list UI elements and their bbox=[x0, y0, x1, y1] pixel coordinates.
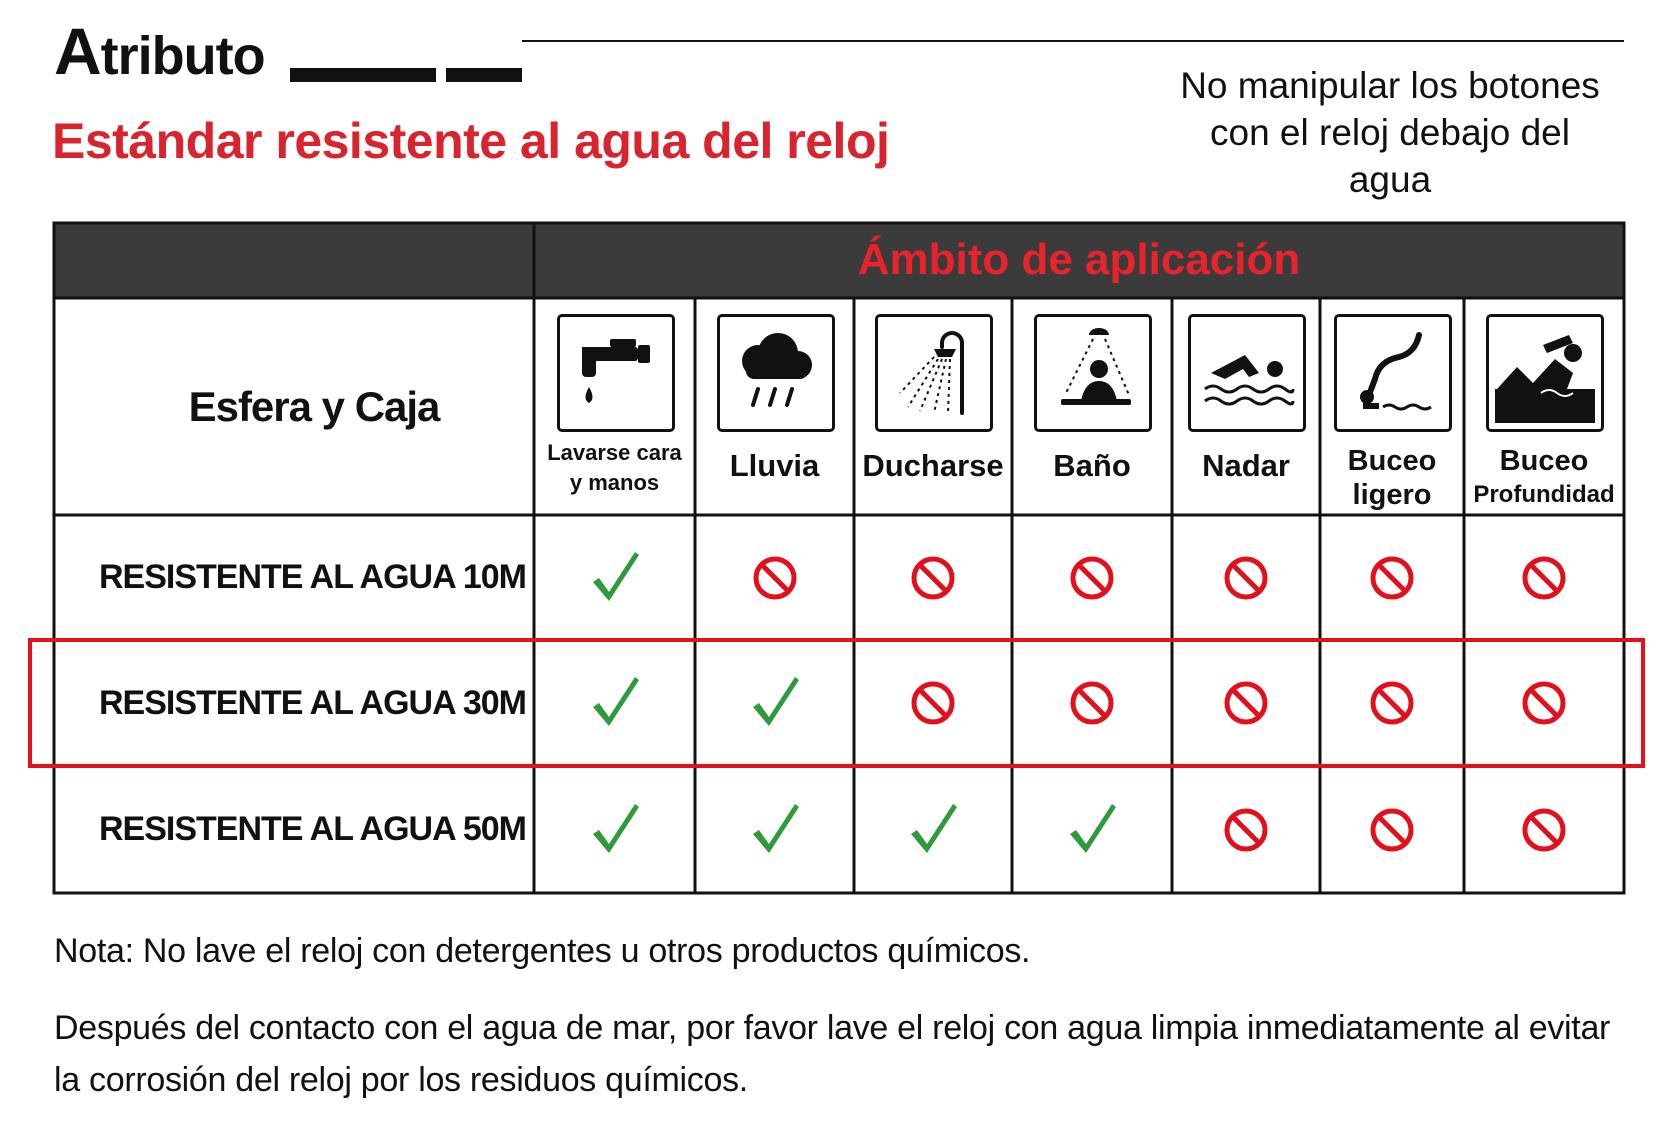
page-subtitle: Estándar resistente al agua del reloj bbox=[52, 113, 890, 169]
cell-allowed bbox=[534, 640, 695, 766]
prohibited-icon bbox=[908, 678, 958, 728]
column-header bbox=[534, 300, 695, 514]
cell-prohibited bbox=[854, 515, 1012, 640]
cell-prohibited bbox=[695, 515, 854, 640]
shower-icon bbox=[875, 314, 993, 432]
column-label bbox=[1464, 444, 1624, 512]
cell-prohibited bbox=[1320, 515, 1464, 640]
cell-prohibited bbox=[1012, 515, 1172, 640]
column-label: Lluvia bbox=[729, 448, 820, 483]
scope-title: Ámbito de aplicación bbox=[857, 235, 1301, 284]
column-header bbox=[1172, 300, 1320, 514]
cell-prohibited bbox=[1172, 766, 1320, 893]
column-label bbox=[534, 438, 695, 498]
column-label: Ducharse bbox=[862, 448, 1004, 483]
prohibited-icon bbox=[750, 553, 800, 603]
cell-prohibited bbox=[1012, 640, 1172, 766]
column-label-line2: y manos bbox=[569, 470, 660, 495]
diver-icon bbox=[1486, 314, 1604, 432]
prohibited-icon bbox=[1519, 805, 1569, 855]
snorkel-icon bbox=[1334, 314, 1452, 432]
check-icon bbox=[903, 800, 963, 860]
cell-allowed bbox=[695, 766, 854, 893]
cell-allowed bbox=[534, 766, 695, 893]
cell-allowed bbox=[854, 766, 1012, 893]
brand-rest: tributo bbox=[100, 26, 265, 86]
check-icon bbox=[585, 800, 645, 860]
cell-prohibited bbox=[1464, 640, 1624, 766]
warning-text: No manipular los botones con el reloj debajo del agua bbox=[1180, 65, 1600, 200]
brand-first-letter: A bbox=[54, 14, 101, 88]
column-label-line1: Lavarse cara bbox=[547, 440, 682, 465]
column-header bbox=[854, 300, 1012, 514]
note-detergent: Nota: No lave el reloj con detergentes u otros productos químicos. bbox=[54, 932, 1031, 970]
prohibited-icon bbox=[1367, 805, 1417, 855]
column-header bbox=[1012, 300, 1172, 514]
check-icon bbox=[585, 548, 645, 608]
prohibited-icon bbox=[1221, 805, 1271, 855]
check-icon bbox=[585, 673, 645, 733]
column-header bbox=[1320, 300, 1464, 514]
decorative-bar bbox=[290, 68, 436, 82]
column-header bbox=[1464, 300, 1624, 514]
row-label: RESISTENTE AL AGUA 50M bbox=[99, 810, 526, 848]
swimmer-icon bbox=[1188, 314, 1306, 432]
faucet-icon bbox=[557, 314, 675, 432]
cell-allowed bbox=[695, 640, 854, 766]
brand-title bbox=[54, 14, 265, 88]
cell-allowed bbox=[534, 515, 695, 640]
dial-case-label: Esfera y Caja bbox=[188, 383, 440, 430]
column-label-line2: ligero bbox=[1352, 479, 1432, 511]
check-icon bbox=[745, 673, 805, 733]
column-header bbox=[695, 300, 854, 514]
prohibited-icon bbox=[1367, 678, 1417, 728]
row-label: RESISTENTE AL AGUA 10M bbox=[99, 558, 526, 596]
check-icon bbox=[745, 800, 805, 860]
prohibited-icon bbox=[1221, 678, 1271, 728]
prohibited-icon bbox=[1067, 678, 1117, 728]
cell-prohibited bbox=[1320, 766, 1464, 893]
prohibited-icon bbox=[1519, 553, 1569, 603]
cell-allowed bbox=[1012, 766, 1172, 893]
cell-prohibited bbox=[1464, 766, 1624, 893]
cell-prohibited bbox=[1172, 515, 1320, 640]
decorative-bar bbox=[446, 68, 522, 82]
cell-prohibited bbox=[854, 640, 1012, 766]
prohibited-icon bbox=[1519, 678, 1569, 728]
bath-icon bbox=[1034, 314, 1152, 432]
prohibited-icon bbox=[1067, 553, 1117, 603]
cell-prohibited bbox=[1464, 515, 1624, 640]
column-label bbox=[1320, 444, 1464, 512]
cell-prohibited bbox=[1172, 640, 1320, 766]
header-rule bbox=[522, 40, 1624, 42]
row-label: RESISTENTE AL AGUA 30M bbox=[99, 683, 526, 722]
prohibited-icon bbox=[908, 553, 958, 603]
column-label-line1: Buceo bbox=[1499, 445, 1589, 477]
cell-prohibited bbox=[1320, 640, 1464, 766]
check-icon bbox=[1062, 800, 1122, 860]
column-label-line2: Profundidad bbox=[1473, 481, 1615, 508]
rain-cloud-icon bbox=[717, 314, 835, 432]
note-seawater: Después del contacto con el agua de mar, por favor lave el reloj con agua limpia inmediatamente al evitar la corrosión del reloj por los residuos químicos. bbox=[54, 1009, 1611, 1099]
prohibited-icon bbox=[1221, 553, 1271, 603]
prohibited-icon bbox=[1367, 553, 1417, 603]
column-label: Baño bbox=[1053, 448, 1131, 483]
column-label: Nadar bbox=[1202, 448, 1290, 483]
column-label-line1: Buceo bbox=[1347, 445, 1437, 477]
